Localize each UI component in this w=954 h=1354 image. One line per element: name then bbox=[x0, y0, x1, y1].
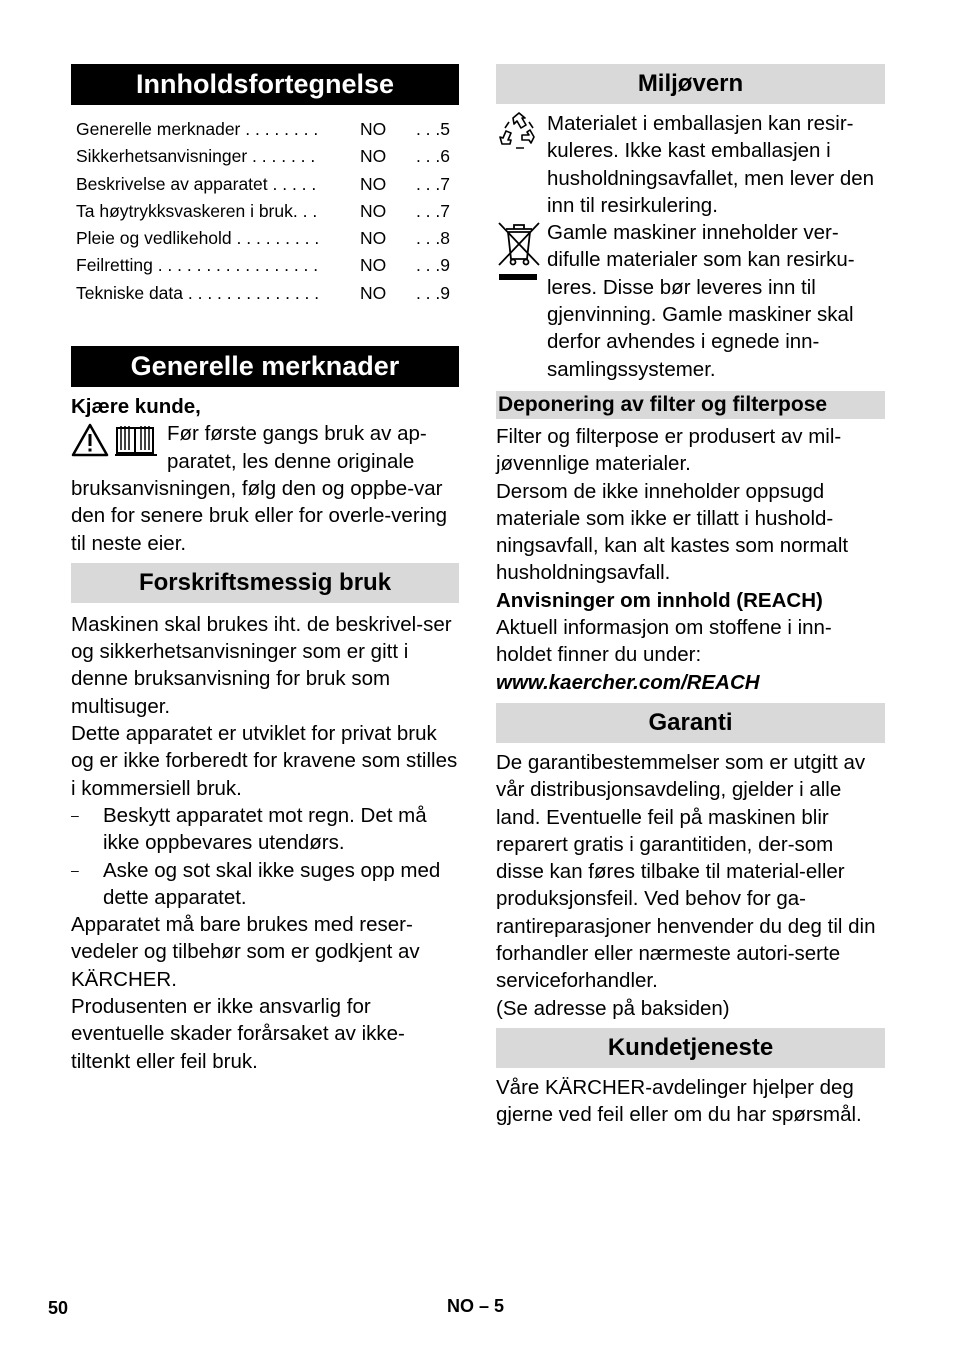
right-column bbox=[496, 64, 885, 1129]
toc-row[interactable] bbox=[71, 174, 459, 201]
toc-entry-page: . . .5 bbox=[415, 119, 450, 139]
list-item bbox=[71, 857, 459, 912]
toc-entry-lang: NO bbox=[360, 119, 387, 139]
toc-entry-title: Sikkerhetsanvisninger . . . . . . . bbox=[76, 146, 316, 167]
toc-entry-title: Beskrivelse av apparatet . . . . . bbox=[76, 173, 317, 194]
warranty-text: De garantibestemmelser som er utgitt av vår distribusjonsavdeling, gjelder i alle land. Eventuelle feil på maskinen blir reparert gratis i garantitiden, der-som disse kan føres tilbake til material-eller produksjonsfeil. Ved behov for ga-rantireparasjoner henvender du deg til din forhandler eller nærmeste autori-serte serviceforhandler. bbox=[496, 750, 876, 993]
toc-entry-page: . . .9 bbox=[415, 255, 450, 276]
toc-entry-page: . . .7 bbox=[415, 200, 450, 221]
disposal-heading: Deponering av filter og filterpose bbox=[496, 391, 885, 419]
list-item-text: Beskytt apparatet mot regn. Det må ikke oppbevares utendørs. bbox=[103, 803, 427, 855]
intro-rest: bruksanvisningen, følg den og oppbe-var den for senere bruk eller for overle-vering til neste eier. bbox=[71, 476, 448, 555]
service-text: Våre KÄRCHER-avdelinger hjelper deg gjerne ved feil eller om du har spørsmål. bbox=[496, 1075, 862, 1127]
environment-heading: Miljøvern bbox=[496, 64, 885, 104]
recycle-text: Materialet i emballasjen kan resir-kuleres. Ikke kast emballasjen i husholdningsavfallet, men lever den inn til resirkulering. bbox=[547, 112, 875, 217]
bullet-dash: – bbox=[71, 861, 79, 878]
table-of-contents bbox=[71, 119, 459, 310]
toc-entry-lang: NO bbox=[360, 228, 387, 249]
toc-entry-lang: NO bbox=[360, 173, 387, 194]
list-item-text: Aske og sot skal ikke suges opp med dette apparatet. bbox=[103, 858, 441, 909]
greeting: Kjære kunde, bbox=[71, 395, 201, 419]
toc-entry-lang: NO bbox=[360, 255, 387, 276]
bullet-dash: – bbox=[71, 806, 79, 823]
weee-block bbox=[496, 219, 885, 383]
crossed-out-bin-icon bbox=[496, 219, 542, 289]
reach-heading: Anvisninger om innhold (REACH) bbox=[496, 588, 823, 612]
service-heading: Kundetjeneste bbox=[496, 1028, 885, 1068]
left-column bbox=[71, 64, 459, 1075]
toc-entry-title: Pleie og vedlikehold . . . . . . . . . bbox=[76, 228, 320, 249]
intro-line: Før første gangs bruk av ap- bbox=[167, 422, 427, 446]
toc-entry-lang: NO bbox=[360, 146, 387, 167]
toc-row[interactable] bbox=[71, 146, 459, 173]
toc-entry-page: . . .6 bbox=[415, 146, 450, 167]
toc-entry-title: Ta høytrykksvaskeren i bruk. . . bbox=[76, 200, 318, 221]
proper-use-p2: Dette apparatet er utviklet for privat bruk og er ikke forberedt for kravene som stilles i kommersiell bruk. bbox=[71, 722, 458, 800]
recycle-block bbox=[496, 110, 885, 219]
toc-row[interactable] bbox=[71, 255, 459, 282]
disposal-p1: Filter og filterpose er produsert av mil-jøvennlige materialer. bbox=[496, 424, 842, 476]
proper-use-p3: Apparatet må bare brukes med reser-vedeler og tilbehør som er godkjent av KÄRCHER. bbox=[71, 913, 420, 991]
toc-row[interactable] bbox=[71, 228, 459, 255]
proper-use-p1: Maskinen skal brukes iht. de beskrivel-ser og sikkerhetsanvisninger som er gitt i denne bruksanvisning for bruk som multisuger. bbox=[71, 612, 452, 718]
toc-row[interactable] bbox=[71, 201, 459, 228]
warning-manual-icon bbox=[71, 422, 161, 458]
list-item bbox=[71, 802, 459, 857]
warranty-heading: Garanti bbox=[496, 703, 885, 743]
weee-icon-box bbox=[496, 219, 547, 383]
toc-entry-title: Feilretting . . . . . . . . . . . . . . . . . bbox=[76, 255, 319, 276]
toc-row[interactable] bbox=[71, 283, 459, 310]
toc-entry-page: . . .8 bbox=[415, 228, 450, 249]
section-page-label: NO – 5 bbox=[447, 1296, 505, 1316]
intro-line: paratet, les denne originale bbox=[167, 449, 415, 473]
weee-text: Gamle maskiner inneholder ver-difulle materialer som kan resirku-leres. Disse bør leveres inn til gjenvinning. Gamle maskiner skal derfor avhendes i egnede inn-samlingssystemer. bbox=[547, 221, 855, 381]
page-number: 50 bbox=[48, 1298, 69, 1318]
toc-row[interactable] bbox=[71, 119, 459, 146]
intro-with-icons bbox=[71, 420, 459, 475]
reach-text: Aktuell informasjon om stoffene i inn-holdet finner du under: bbox=[496, 616, 832, 667]
recycle-icon-box bbox=[496, 110, 547, 219]
intro-first-lines bbox=[167, 420, 427, 475]
warranty-address-note: (Se adresse på baksiden) bbox=[496, 996, 730, 1020]
toc-entry-lang: NO bbox=[360, 282, 387, 303]
toc-entry-title: Tekniske data . . . . . . . . . . . . . . bbox=[76, 282, 320, 303]
proper-use-heading: Forskriftsmessig bruk bbox=[71, 563, 459, 603]
reach-link[interactable]: www.kaercher.com/REACH bbox=[496, 670, 760, 694]
warning-manual-icons bbox=[71, 420, 167, 475]
recycle-icon bbox=[496, 110, 542, 156]
toc-entry-page: . . .7 bbox=[415, 173, 450, 194]
disposal-p2: Dersom de ikke inneholder oppsugd materiale som ikke er tillatt i hushold-ningsavfall, kan alt kastes som normalt husholdningsavfall. bbox=[496, 479, 849, 585]
toc-entry-lang: NO bbox=[360, 200, 387, 221]
proper-use-p4: Produsenten er ikke ansvarlig for eventuelle skader forårsaket av ikke-tiltenkt eller feil bruk. bbox=[71, 995, 405, 1073]
toc-entry-page: . . .9 bbox=[415, 282, 450, 303]
toc-entry-title: Generelle merknader . . . . . . . . bbox=[76, 119, 319, 139]
general-heading: Generelle merknader bbox=[71, 346, 459, 387]
toc-heading: Innholdsfortegnelse bbox=[71, 64, 459, 105]
